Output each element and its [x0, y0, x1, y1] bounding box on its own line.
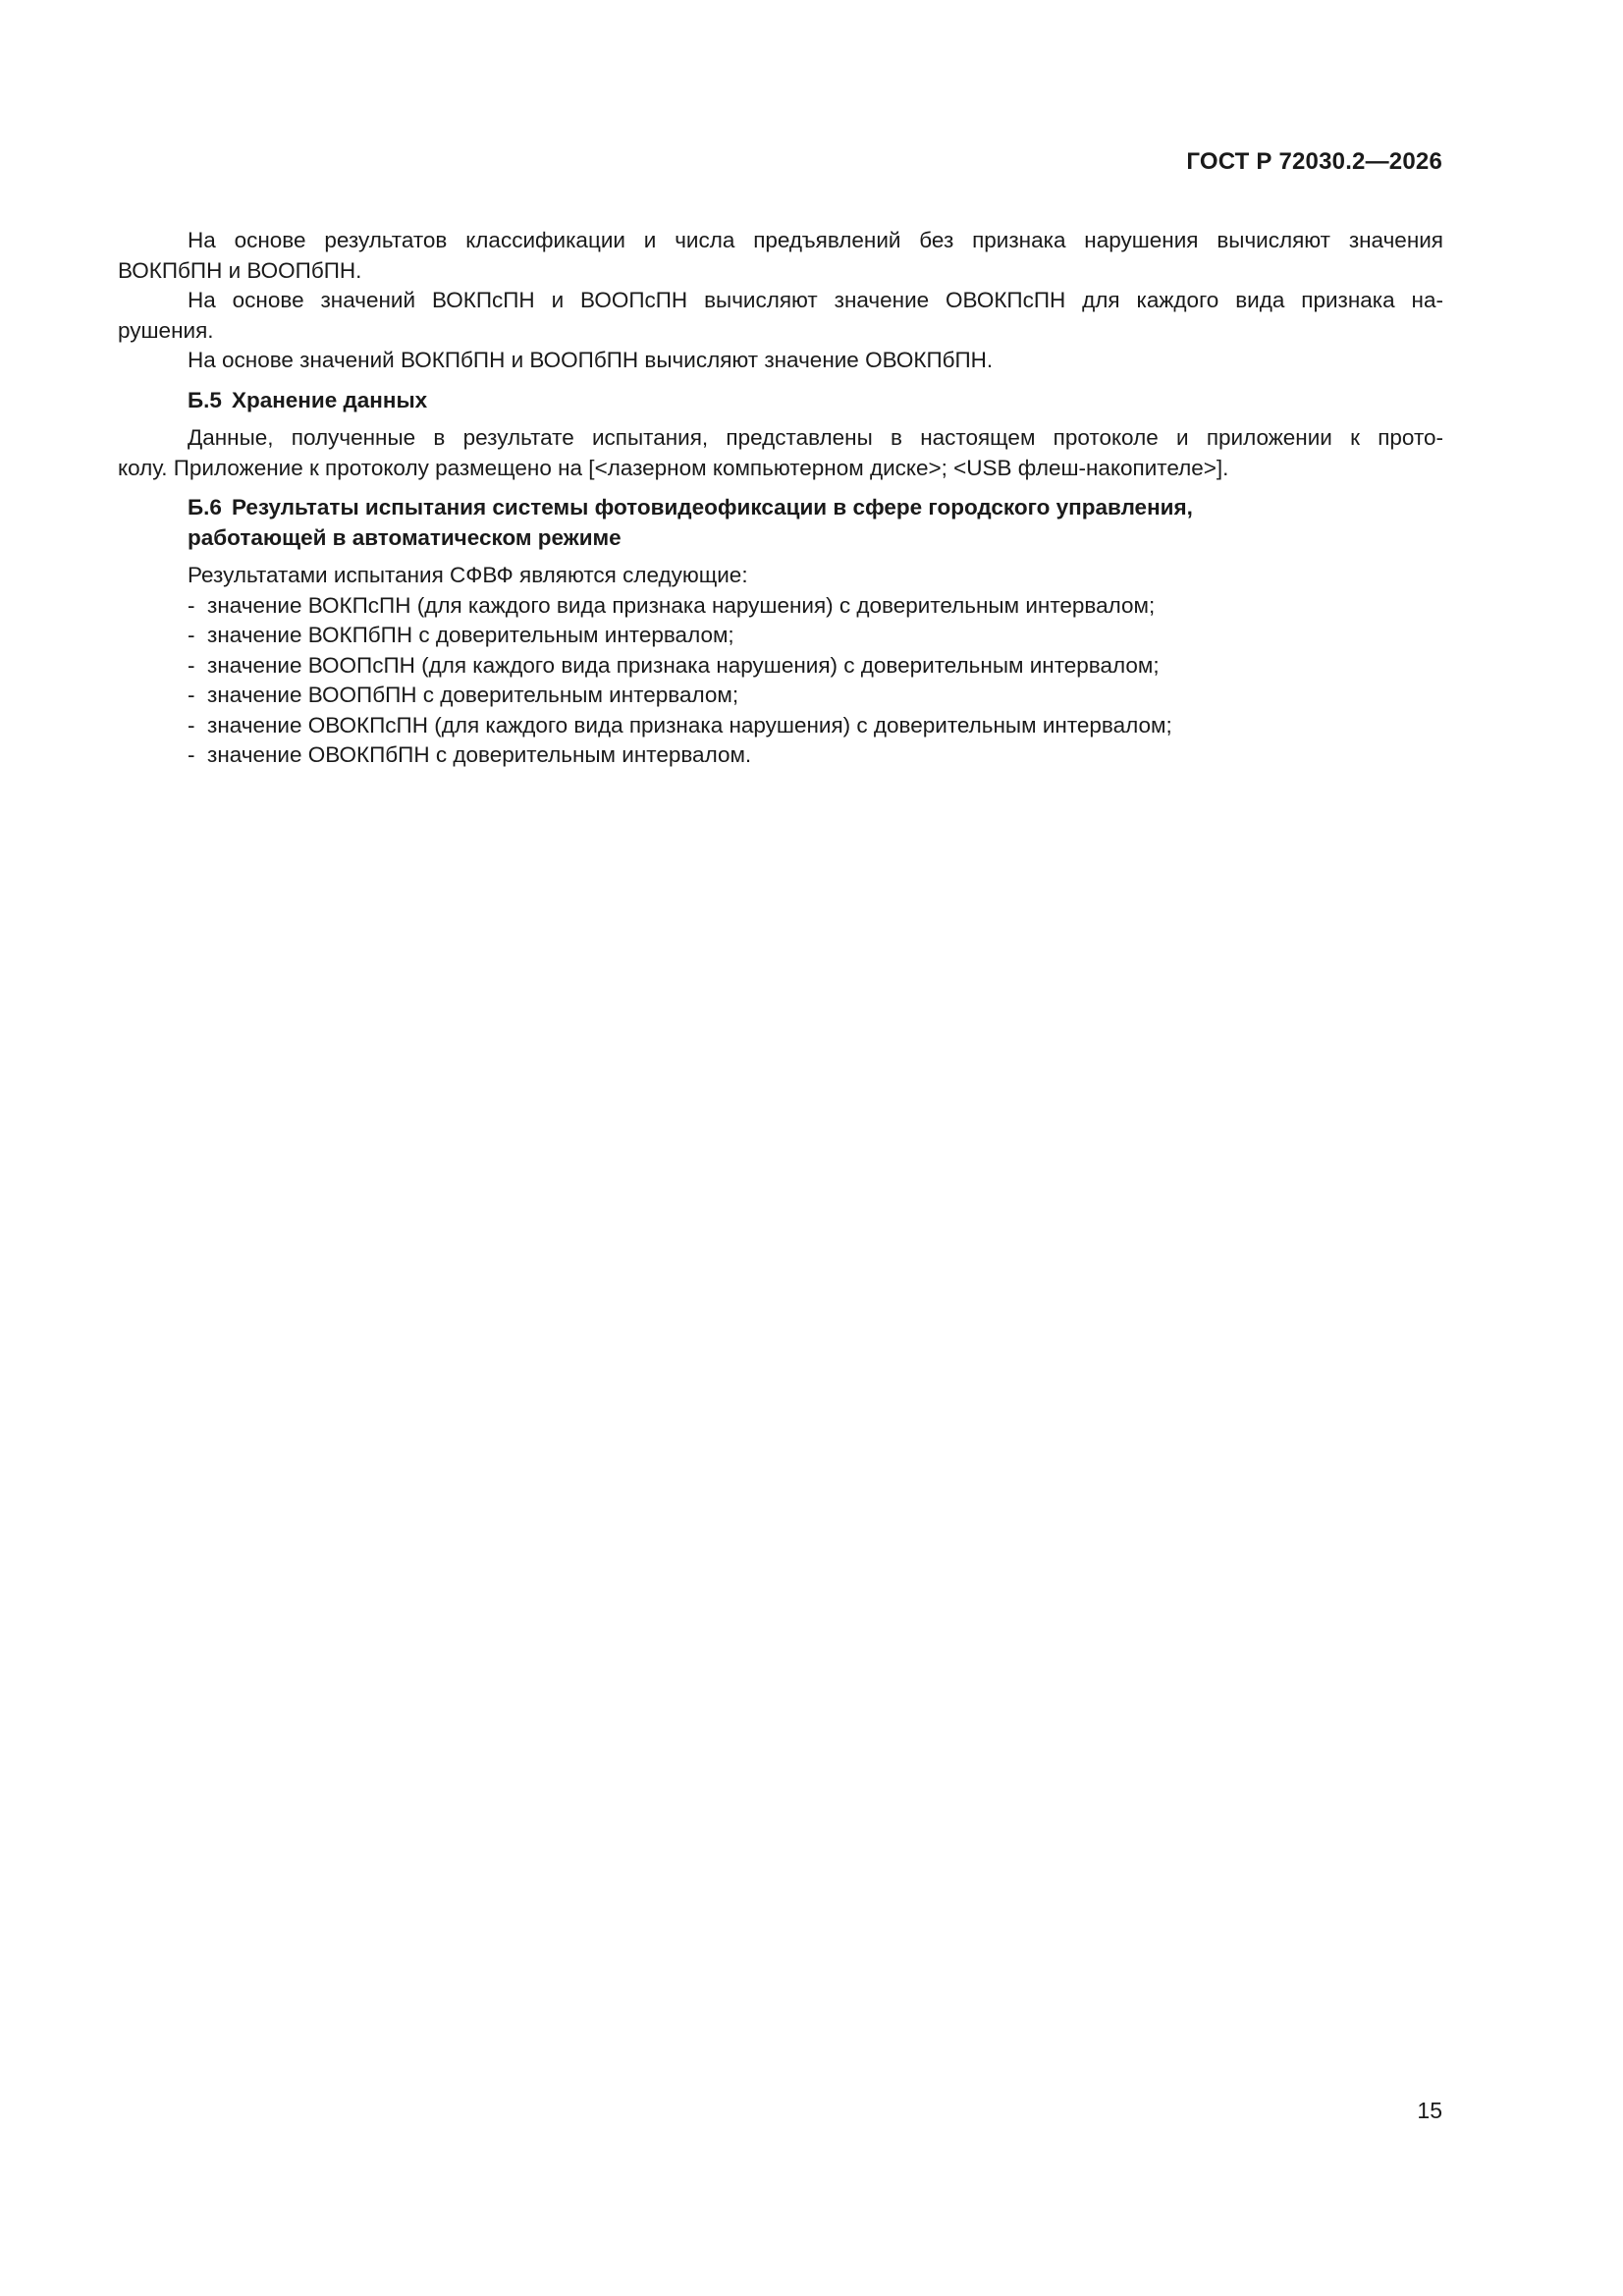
list-item-text: значение ВООПбПН с доверительным интервалом;: [207, 683, 739, 707]
paragraph-line: Данные, полученные в результате испытания, представлены в настоящем протоколе и приложении к прото-: [188, 425, 1443, 450]
paragraph-line: На основе результатов классификации и числа предъявлений без признака нарушения вычисляют значения: [188, 228, 1443, 252]
results-intro: Результатами испытания СФВФ являются следующие:: [188, 563, 748, 587]
list-bullet: -: [188, 623, 195, 647]
section-heading-b5: [118, 386, 1443, 416]
paragraph-classification-results: [118, 226, 1443, 286]
paragraph-data-storage: [118, 423, 1443, 483]
list-bullet: -: [188, 683, 195, 707]
list-bullet: -: [188, 712, 195, 738]
list-item: [118, 740, 1443, 771]
list-bullet: -: [188, 652, 195, 678]
section-title-line: работающей в автоматическом режиме: [188, 524, 622, 550]
page-number: 15: [1417, 2098, 1442, 2123]
paragraph-ovokpbpn: [118, 346, 1443, 376]
section-title: Хранение данных: [231, 387, 428, 412]
list-item-text: значение ОВОКПсПН (для каждого вида признака нарушения) с доверительным интервалом;: [207, 712, 1172, 738]
list-item: [118, 681, 1443, 711]
paragraph-line: На основе значений ВОКПсПН и ВООПсПН вычисляют значение ОВОКПсПН для каждого вида признака на-: [188, 288, 1443, 312]
list-bullet: -: [188, 592, 195, 618]
section-title-line: Результаты испытания системы фотовидеофиксации в сфере городского управления,: [231, 495, 1193, 519]
section-number: Б.6: [188, 495, 222, 519]
paragraph-ovokpspn: [118, 286, 1443, 346]
list-item-text: значение ВООПсПН (для каждого вида признака нарушения) с доверительным интервалом;: [207, 652, 1160, 678]
paragraph-line: ВОКПбПН и ВООПбПН.: [118, 257, 362, 283]
section-number: Б.5: [188, 387, 222, 412]
list-item: [118, 651, 1443, 682]
document-code: ГОСТ Р 72030.2—2026: [1186, 148, 1442, 175]
list-item-text: значение ОВОКПбПН с доверительным интервалом.: [207, 742, 752, 767]
page-content: [118, 226, 1443, 771]
list-bullet: -: [188, 742, 195, 767]
paragraph-line: На основе значений ВОКПбПН и ВООПбПН вычисляют значение ОВОКПбПН.: [188, 348, 994, 372]
list-item: [118, 591, 1443, 622]
paragraph-line: колу. Приложение к протоколу размещено на [<лазерном компьютерном диске>; <USB флеш-накопителе>].: [118, 455, 1229, 480]
list-item: [118, 711, 1443, 741]
list-item-text: значение ВОКПсПН (для каждого вида признака нарушения) с доверительным интервалом;: [207, 592, 1156, 618]
list-item: [118, 621, 1443, 651]
list-item-text: значение ВОКПбПН с доверительным интервалом;: [207, 623, 734, 647]
section-heading-b6: [118, 493, 1443, 553]
results-list: [118, 591, 1443, 771]
paragraph-line: рушения.: [118, 317, 214, 343]
